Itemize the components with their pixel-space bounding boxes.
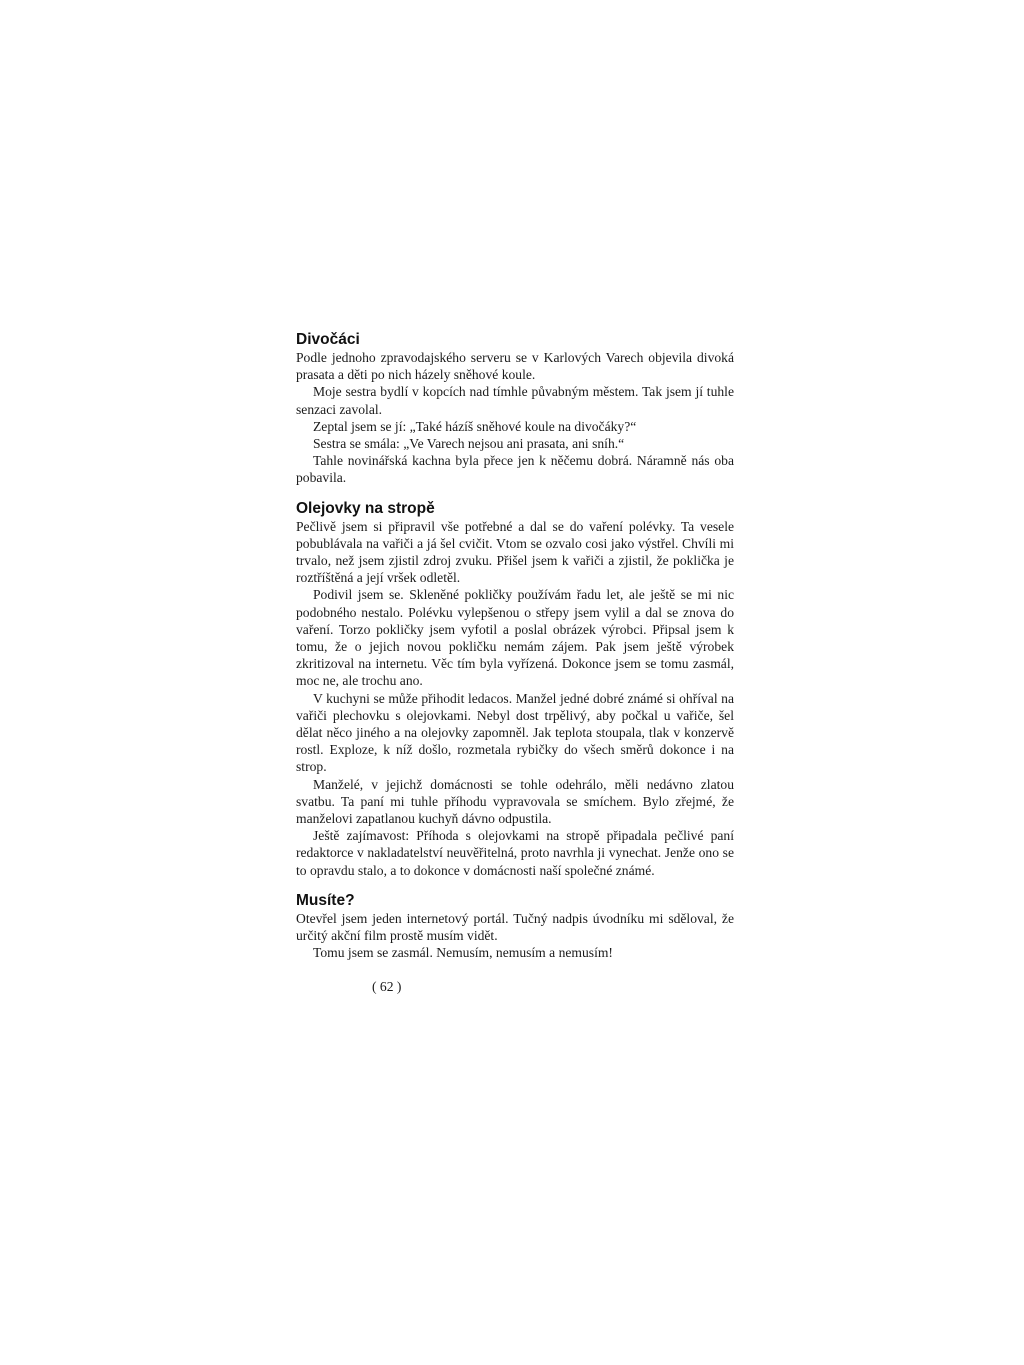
section-title: Divočáci: [296, 331, 360, 348]
section-title: Musíte?: [296, 891, 355, 909]
paragraph: Otevřel jsem jeden internetový portál. Tučný nadpis úvodníku mi sděloval, že určitý akční film prostě musím vidět.: [296, 910, 734, 944]
paragraph: Sestra se smála: „Ve Varech nejsou ani prasata, ani sníh.“: [313, 436, 625, 452]
paragraph: Ještě zajímavost: Příhoda s olejovkami na stropě připadala pečlivé paní redaktorce v nakladatelství neuvěřitelná, proto navrhla ji vynechat. Jenže ono se to opravdu stalo, a to dokonce v domácnosti naší společné známé.: [296, 828, 734, 878]
paragraph: Manželé, v jejichž domácnosti se tohle odehrálo, měli nedávno zlatou svatbu. Ta paní mi tuhle příhodu vypravovala se smíchem. Bylo zřejmé, že manželovi zapatlanou kuchyň dávno odpustila.: [296, 776, 734, 827]
paragraph: Podivil jsem se. Skleněné pokličky používám řadu let, ale ještě se mi nic podobného nestalo. Polévku vylepšenou o střepy jsem vylil a dal se znova do vaření. Torzo pokličky jsem vyfotil a poslal obrázek výrobci. Připsal jsem k tomu, že o jejich novou pokličku nemám zájem. Pak jsem ještě výrobek zkritizoval na internetu. Věc tím byla vyřízená. Dokonce jsem se tomu zasmál, moc ne, ale trochu ano.: [296, 587, 734, 689]
paragraph: Tahle novinářská kachna byla přece jen k něčemu dobrá. Náramně nás oba pobavila.: [296, 453, 734, 486]
paragraph: Tomu jsem se zasmál. Nemusím, nemusím a nemusím!: [313, 945, 613, 961]
paragraph: V kuchyni se může přihodit ledacos. Manžel jedné dobré známé si ohříval na vařiči plechovku s olejovkami. Nebyl dost trpělivý, aby počkal u vařiče, šel dělat něco jiného a na olejovky zapomněl. Jak teplota stoupala, tlak v konzervě rostl. Exploze, k níž došlo, rozmetala rybičky do všech směrů dokonce i na strop.: [296, 690, 734, 775]
paragraph: Pečlivě jsem si připravil vše potřebné a dal se do vaření polévky. Ta vesele pobublávala na vařiči a já šel cvičit. Vtom se ozvalo cosi jako výstřel. Chvíli mi trvalo, než jsem zjistil zdroj zvuku. Přišel jsem k vařiči a zjistil, že poklička je roztříštěná a její vršek odletěl.: [296, 518, 734, 586]
section-title: Olejovky na stropě: [296, 499, 435, 517]
section-olejovky: [296, 499, 734, 879]
paragraph: Podle jednoho zpravodajského serveru se v Karlových Varech objevila divoká prasata a děti po nich házely sněhové koule.: [296, 350, 734, 383]
page-number: ( 62 ): [372, 978, 402, 994]
book-page: [296, 330, 734, 995]
paragraph: Moje sestra bydlí v kopcích nad tímhle půvabným městem. Tak jsem jí tuhle senzaci zavolal.: [296, 384, 734, 417]
section-musite: [296, 891, 734, 962]
paragraph: Zeptal jsem se jí: „Také házíš sněhové koule na divočáky?“: [313, 418, 637, 434]
section-divocaci: [296, 330, 734, 487]
